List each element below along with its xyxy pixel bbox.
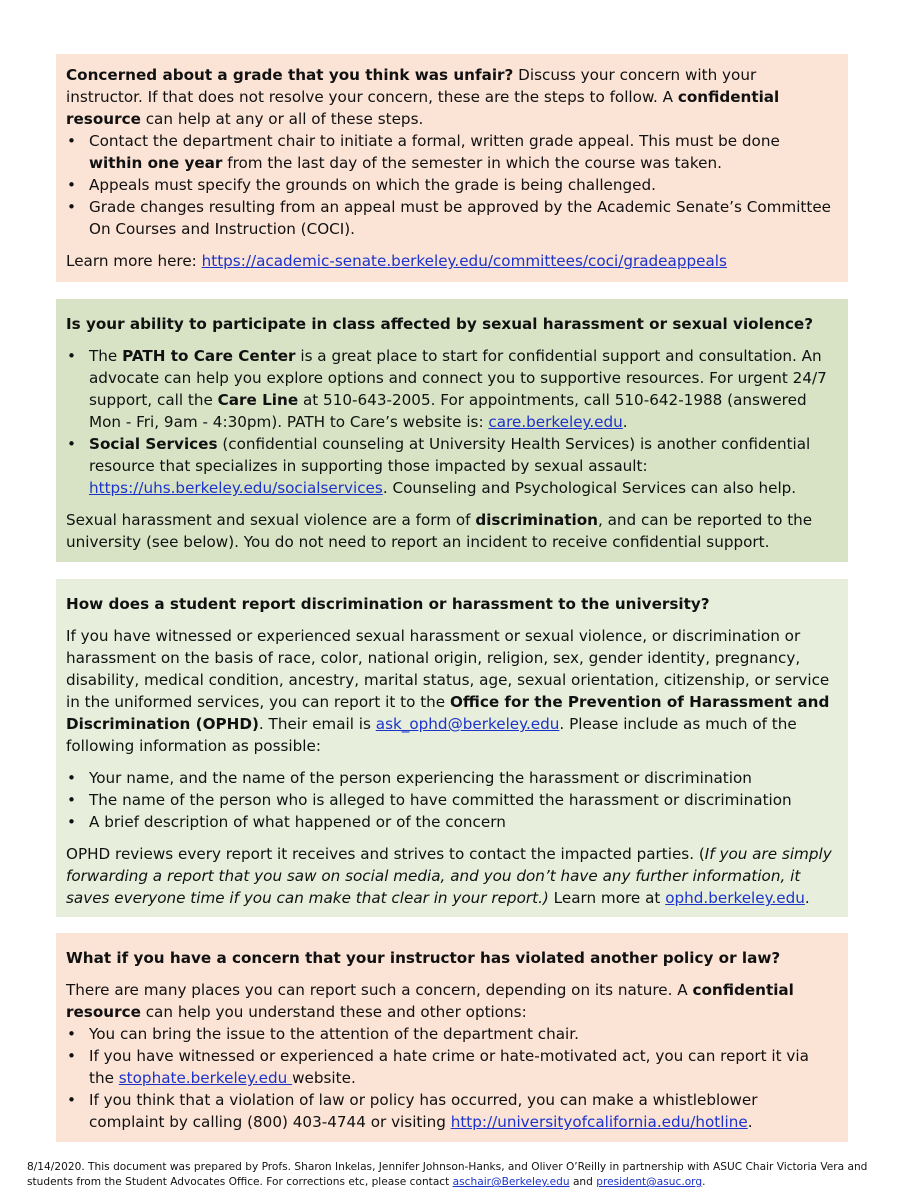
policy-options-list — [66, 1023, 836, 1133]
list-item: • A brief description of what happened or of the concern — [66, 811, 836, 833]
harassment-note: Sexual harassment and sexual violence are a form of discrimination, and can be reported to the university (see below). You do not need to report an incident to receive confidential support. — [66, 511, 813, 551]
grade-appeal-section — [56, 54, 848, 282]
ophd-website-link[interactable]: ophd.berkeley.edu — [665, 889, 805, 907]
report-intro: If you have witnessed or experienced sexual harassment or sexual violence, or discrimination or harassment on the basis of race, color, national origin, religion, sex, gender identity, pregnancy, disability, medical condition, ancestry, marital status, age, sexual orientation, citizenship, or service in the uniformed services, you can report it to the Office for the Prevention of Harassment and Discrimination (OPHD). Their email is ask_ophd@berkeley.edu. Please include as much of the following information as possible: — [66, 627, 830, 755]
president-email-link[interactable]: president@asuc.org — [596, 1176, 703, 1188]
list-item: • The name of the person who is alleged to have committed the harassment or discrimination — [66, 789, 836, 811]
aschair-email-link[interactable]: aschair@Berkeley.edu — [452, 1176, 570, 1188]
report-info-list — [66, 767, 836, 833]
report-review-note: OPHD reviews every report it receives and strives to contact the impacted parties. (If you are simply forwarding a report that you saw on social media, and you don’t have any further information, it saves everyone time if you can make that clear in your report.) Learn more at ophd.berkeley.edu. — [66, 845, 832, 907]
policy-intro: There are many places you can report such a concern, depending on its nature. A confidential resource can help you understand these and other options: — [66, 981, 794, 1021]
report-discrimination-section — [56, 579, 848, 917]
list-item: • Your name, and the name of the person experiencing the harassment or discrimination — [66, 767, 836, 789]
list-item: • Contact the department chair to initiate a formal, written grade appeal. This must be done within one year from the last day of the semester in which the course was taken. — [66, 130, 836, 174]
grade-intro: Concerned about a grade that you think was unfair? Discuss your concern with your instructor. If that does not resolve your concern, these are the steps to follow. A confidential resource can help at any or all of these steps. — [66, 66, 780, 128]
grade-steps-list — [66, 130, 836, 240]
harassment-support-section — [56, 299, 848, 562]
ophd-email-link[interactable]: ask_ophd@berkeley.edu — [375, 715, 560, 733]
policy-violation-section — [56, 933, 848, 1142]
harassment-heading: Is your ability to participate in class affected by sexual harassment or sexual violence? — [66, 315, 814, 333]
list-item: • Social Services (confidential counseling at University Health Services) is another confidential resource that specializes in supporting those impacted by sexual assault: https://uhs.berkeley.edu/socialservices. Counseling and Psychological Services can also help. — [66, 433, 836, 499]
policy-heading: What if you have a concern that your instructor has violated another policy or law? — [66, 949, 781, 967]
list-item: • You can bring the issue to the attention of the department chair. — [66, 1023, 836, 1045]
harassment-resources-list — [66, 345, 836, 499]
list-item: • If you think that a violation of law or policy has occurred, you can make a whistleblower complaint by calling (800) 403-4744 or visiting http://universityofcalifornia.edu/hotline. — [66, 1089, 836, 1133]
stophate-link[interactable]: stophate.berkeley.edu — [118, 1069, 293, 1087]
grade-appeals-link[interactable]: https://academic-senate.berkeley.edu/committees/coci/gradeappeals — [201, 252, 727, 270]
care-website-link[interactable]: care.berkeley.edu — [488, 413, 623, 431]
hotline-link[interactable]: http://universityofcalifornia.edu/hotline — [450, 1113, 748, 1131]
grade-learn-more: Learn more here: https://academic-senate.berkeley.edu/committees/coci/gradeappeals — [66, 252, 727, 270]
list-item: • Appeals must specify the grounds on which the grade is being challenged. — [66, 174, 836, 196]
grade-heading: Concerned about a grade that you think was unfair? — [66, 66, 514, 84]
footer-note: 8/14/2020. This document was prepared by Profs. Sharon Inkelas, Jennifer Johnson-Hanks, and Oliver O’Reilly in partnership with ASUC Chair Victoria Vera and students from the Student Advocates Office. For corrections etc, please contact aschair@Berkeley.edu and president@asuc.org. — [27, 1161, 868, 1188]
list-item: • The PATH to Care Center is a great place to start for confidential support and consultation. An advocate can help you explore options and connect you to supportive resources. For urgent 24/7 support, call the Care Line at 510-643-2005. For appointments, call 510-642-1988 (answered Mon - Fri, 9am - 4:30pm). PATH to Care’s website is: care.berkeley.edu. — [66, 345, 836, 433]
report-heading: How does a student report discrimination or harassment to the university? — [66, 595, 710, 613]
social-services-link[interactable]: https://uhs.berkeley.edu/socialservices — [89, 479, 383, 497]
list-item: • Grade changes resulting from an appeal must be approved by the Academic Senate’s Committee On Courses and Instruction (COCI). — [66, 196, 836, 240]
list-item: • If you have witnessed or experienced a hate crime or hate-motivated act, you can report it via the stophate.berkeley.edu website. — [66, 1045, 836, 1089]
